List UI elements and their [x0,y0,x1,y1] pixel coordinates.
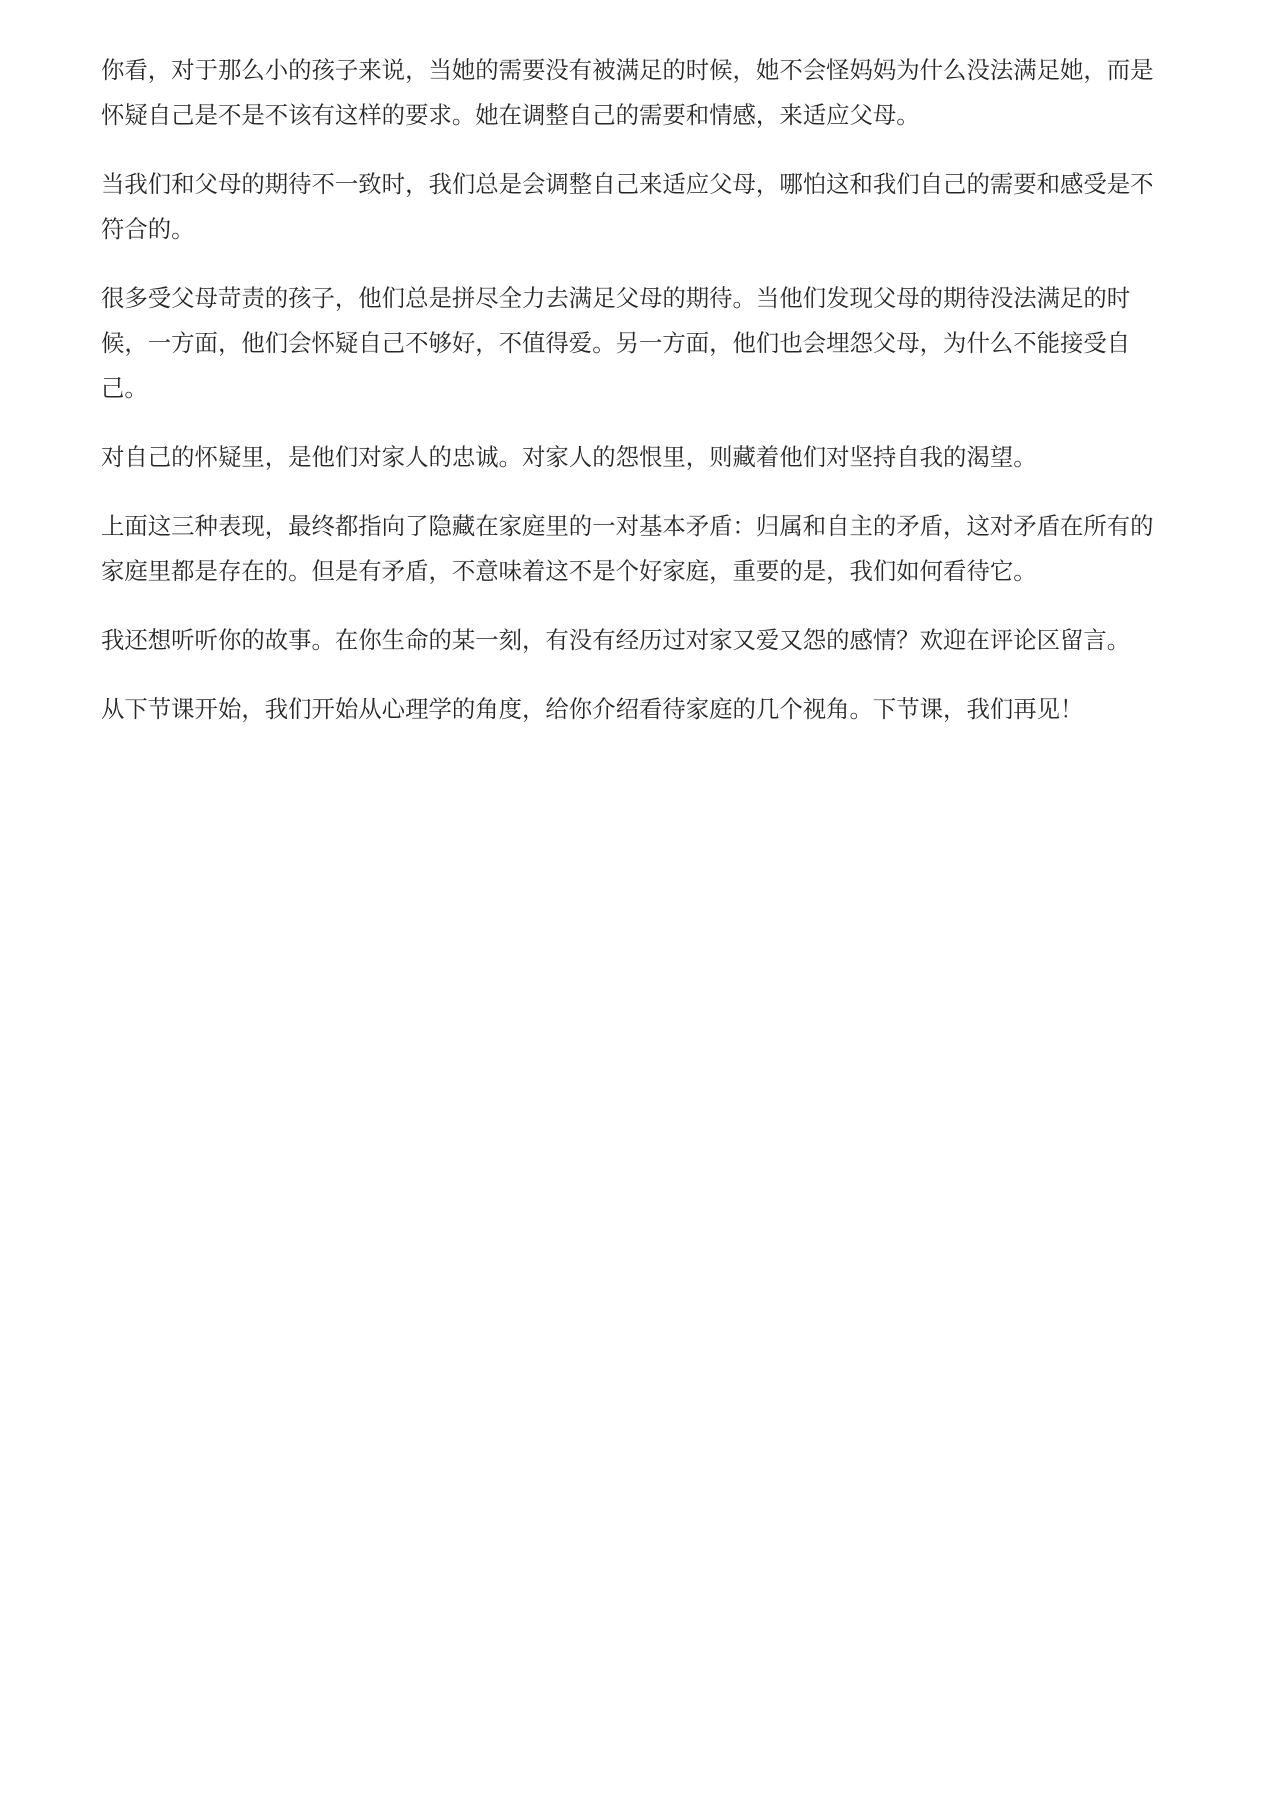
paragraph-5: 上面这三种表现，最终都指向了隐藏在家庭里的一对基本矛盾：归属和自主的矛盾，这对矛盾在所有的家庭里都是存在的。但是有矛盾，不意味着这不是个好家庭，重要的是，我们如何看待它。 [101,512,1154,585]
paragraph-2: 当我们和父母的期待不一致时，我们总是会调整自己来适应父母，哪怕这和我们自己的需要和感受是不符合的。 [101,170,1154,243]
paragraph-6: 我还想听听你的故事。在你生命的某一刻，有没有经历过对家又爱又怨的感情？欢迎在评论区留言。 [101,626,1131,654]
document-page [101,48,1161,756]
paragraph-3: 很多受父母苛责的孩子，他们总是拼尽全力去满足父母的期待。当他们发现父母的期待没法满足的时候，一方面，他们会怀疑自己不够好，不值得爱。另一方面，他们也会埋怨父母，为什么不能接受自己。 [101,284,1131,402]
paragraph-1: 你看，对于那么小的孩子来说，当她的需要没有被满足的时候，她不会怪妈妈为什么没法满足她，而是怀疑自己是不是不该有这样的要求。她在调整自己的需要和情感，来适应父母。 [101,56,1154,129]
paragraph-4: 对自己的怀疑里，是他们对家人的忠诚。对家人的怨恨里，则藏着他们对坚持自我的渴望。 [101,443,1037,471]
paragraph-7: 从下节课开始，我们开始从心理学的角度，给你介绍看待家庭的几个视角。下节课，我们再见！ [101,695,1084,723]
